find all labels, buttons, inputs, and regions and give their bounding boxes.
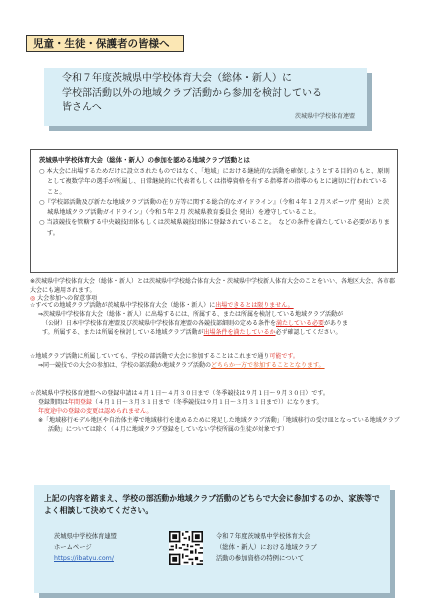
callout-org: 茨城県中学校体育連盟: [54, 533, 117, 540]
hero-title-box: [44, 68, 367, 126]
section-registration-note: [30, 389, 402, 434]
hero-org: 茨城県中学校体育連盟: [294, 113, 355, 120]
sec1-red-3: 満たしている必要: [276, 320, 325, 327]
section-school-club-note: [30, 352, 402, 370]
notes-heading-mark: ◎: [30, 295, 36, 302]
sec2-text-2: ⇒同一競技での大会の参加は、学校の部活動か地域クラブ活動の: [38, 362, 212, 369]
sec1-text-3: （公財）日本中学校体育連盟及び茨城県中学校体育連盟の各競技部細則の定める条件を: [42, 320, 277, 327]
sec1-tail-3: がありま: [324, 320, 349, 327]
hero-title-line-3: 皆さんへ: [62, 102, 102, 113]
callout-hp-label: ホームページ: [54, 544, 92, 551]
callout-right-line-1: 令和７年度茨城県中学校体育大会: [216, 533, 311, 540]
sec3-line-4: ※「地域移行モデル地区や自治体主導で地域移行を進めるために発足した地域クラブ活動」「地域移行の受け皿となっている地域クラブ活動」については除く（４月に地域クラブ登録をしていない学校所属の生徒が対象です）: [38, 417, 400, 433]
callout-right-line-2: （総体・新人）における地域クラブ: [216, 544, 317, 551]
sec1-red-1: 出場できるとは限りません。: [215, 302, 294, 309]
sec3-red-2: 年間登録: [68, 399, 93, 406]
sec2-text-1: ☆地域クラブ活動に所属していても、学校の部活動で大会に参加することはこれまで通り: [30, 353, 270, 360]
audience-label: 児童・生徒・保護者の皆様へ: [26, 35, 184, 52]
qr-code-icon: [169, 531, 203, 565]
callout-special-rule: [216, 531, 317, 564]
callout-hp-link[interactable]: https://ibatyu.com/: [54, 555, 114, 562]
notes-heading-text: 大会参加への留意事項: [37, 295, 98, 302]
callout-hp-info: [54, 531, 117, 564]
hero-title-line-2: 学校部活動以外の地域クラブ活動から参加を検討している: [62, 87, 322, 99]
sec3-line-1: ☆茨城県中学校体育連盟への登録申請は４月１日〜４月３０日まで（冬季競技は９月１日〜９月３０日）です。: [30, 390, 329, 397]
sec1-tail-4: 必ず確認してください。: [275, 329, 342, 336]
eligibility-item-1: ○ 本大会に出場するためだけに設立されたものではなく、「地域」における継続的な活動を確保しようとする目的のもと、原則として複数学年の選手が所属し、日常継続的に代表者もしくは指導資格を有する指導者の指導のもとに適切に行われていること。: [39, 168, 390, 196]
sec1-text-1: ☆すべての地域クラブ活動が茨城県中学校体育大会（総体・新人）に: [30, 302, 216, 309]
sec2-red-1: 可能です。: [269, 353, 299, 360]
eligibility-title: 茨城県中学校体育大会（総体・新人）の参加を認める地域クラブ活動とは: [39, 156, 250, 164]
sec3-line-3: 年度途中の登録の変更は認められません。: [38, 408, 153, 415]
callout-right-line-3: 活動の参加資格の特例について: [216, 555, 305, 562]
callout-heading: 上記の内容を踏まえ、学校の部活動か地域クラブ活動のどちらで大会に参加するのか、家族等でよく相談して決めてください。: [44, 494, 380, 515]
hero-title-line-1: 令和７年度茨城県中学校体育大会（総体・新人）に: [62, 73, 292, 84]
sec3-line-2: [30, 398, 402, 407]
sec3-text-2: 登録期間は: [38, 399, 69, 406]
notes-section: [30, 278, 400, 304]
sec2-red-2: どちらか一方で参加することとなります。: [211, 362, 325, 369]
section-eligibility-note: [30, 301, 402, 337]
sec3-tail-2: （４月１日〜３月３１日まで（冬季競技は９月１日〜３月３１日まで））になります。: [92, 399, 323, 406]
sec1-line-3: [30, 319, 402, 328]
sec1-line-2: ⇒茨城県中学校体育大会（総体・新人）に出場するには、所属する、または所属を検討している地域クラブ活動が: [38, 311, 344, 318]
sec1-line-4: [30, 328, 402, 337]
sec1-red-4: 出場条件を満たしているか: [203, 329, 276, 336]
callout-box: [34, 485, 390, 593]
sec2-line-2: [30, 361, 402, 370]
eligibility-item-2: ○『学校部活動及び新たな地域クラブ活動の在り方等に関する総合的なガイドライン』（令和４年１２月スポーツ庁 発出）と茨城県地域クラブ活動ガイドライン』（令和５年２月 茨城県教育委員会 発出）を遵守していること。: [39, 198, 390, 217]
definition-note: ※茨城県中学校体育大会（総体・新人）とは茨城県中学校総合体育大会・茨城県中学校新人体育大会のことをいい、各地区大会、各市郡大会にも適用されます。: [30, 278, 396, 294]
sec2-line-1: [30, 352, 402, 361]
eligibility-box: [30, 149, 398, 273]
sec1-text-4: す。所属する、または所属を検討している地域クラブ活動が: [42, 329, 204, 336]
eligibility-item-3: ○ 当該競技を管轄する中央競技団体もしくは茨城県競技団体に登録されていること。 などの条件を満たしている必要があります。: [39, 219, 390, 237]
sec1-line-1: [30, 301, 402, 310]
